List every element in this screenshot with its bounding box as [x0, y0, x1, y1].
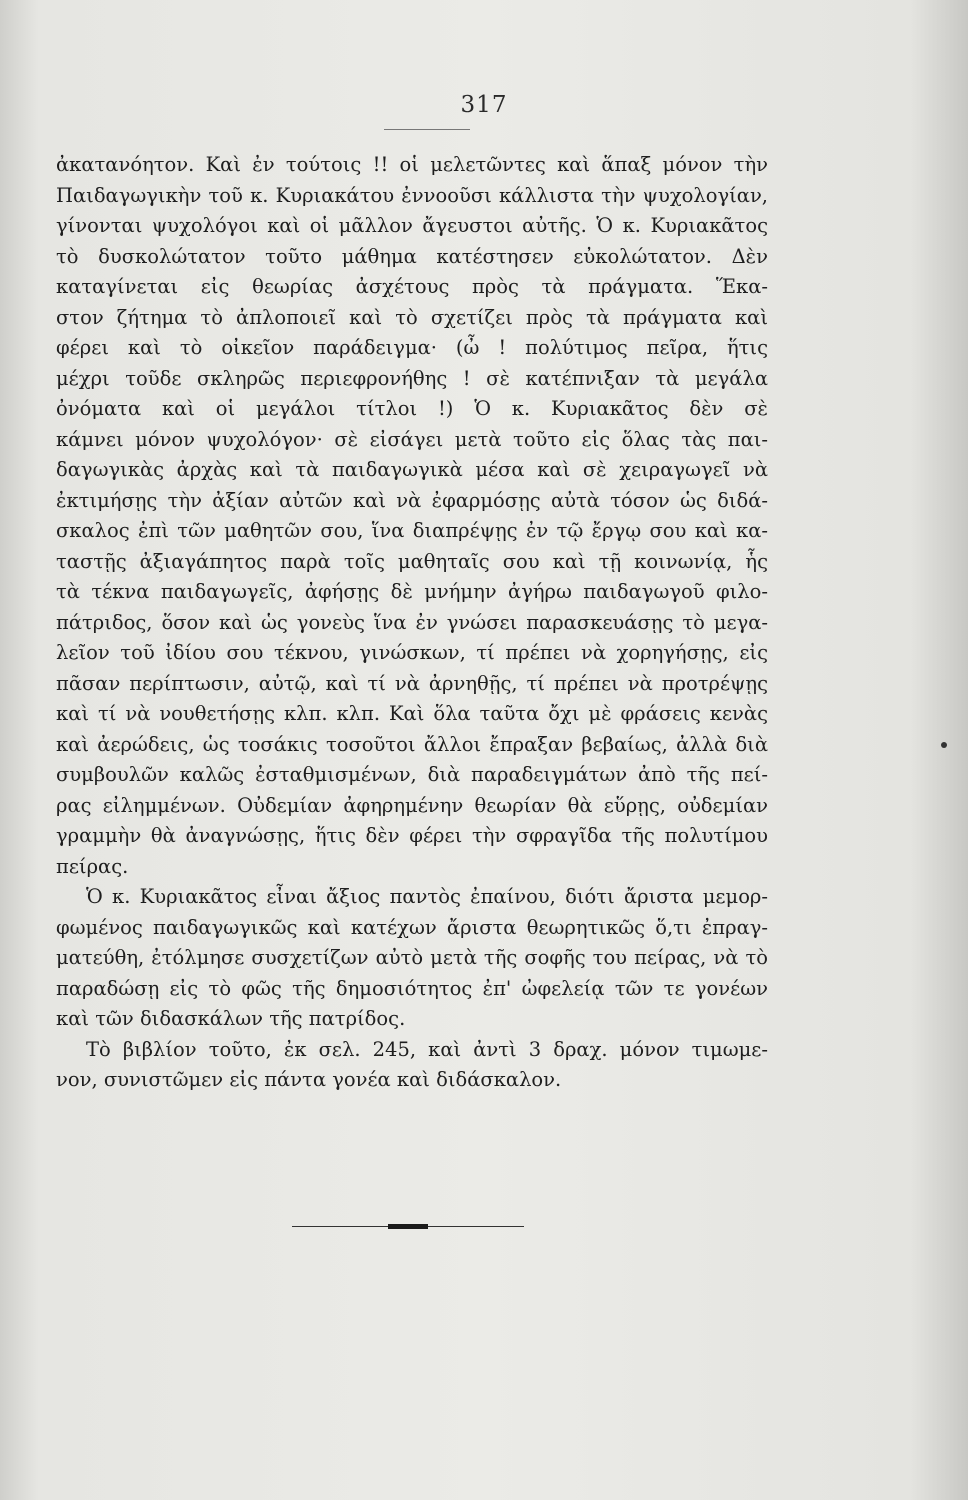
text-line: Παιδαγωγικὴν τοῦ κ. Κυριακάτου ἐννοοῦσι κάλλιστα τὴν ψυχολογίαν,	[56, 183, 768, 207]
text-line: ταστῇς ἀξιαγάπητος παρὰ τοῖς μαθηταῖς σου καὶ τῇ κοινωνίᾳ, ἧς	[56, 549, 768, 573]
text-line: φωμένος παιδαγωγικῶς καὶ κατέχων ἄριστα θεωρητικῶς ὅ,τι ἐπραγ-	[56, 915, 768, 939]
text-line: παραδώσῃ εἰς τὸ φῶς τῆς δημοσιότητος ἐπ' ὠφελείᾳ τῶν τε γονέων	[56, 976, 768, 1000]
text-line: σκαλος ἐπὶ τῶν μαθητῶν σου, ἵνα διαπρέψῃς ἐν τῷ ἔργῳ σου καὶ κα-	[56, 519, 768, 542]
text-line: λεῖον τοῦ ἰδίου σου τέκνου, γινώσκων, τί πρέπει νὰ χορηγήσῃς, εἰς	[56, 641, 768, 664]
text-line: πᾶσαν περίπτωσιν, αὐτῷ, καὶ τί νὰ ἀρνηθῇς, τί πρέπει νὰ προτρέψῃς	[56, 671, 768, 695]
text-line: καὶ τῶν διδασκάλων τῆς πατρίδος.	[56, 1007, 406, 1030]
text-line: καὶ ἀερώδεις, ὡς τοσάκις τοσοῦτοι ἄλλοι ἔπραξαν βεβαίως, ἀλλὰ διὰ	[56, 732, 768, 756]
page-number-rule	[384, 129, 470, 130]
text-line: Ὁ κ. Κυριακᾶτος εἶναι ἄξιος παντὸς ἐπαίνου, διότι ἄριστα μεμορ-	[86, 885, 768, 908]
text-line: ματεύθη, ἐτόλμησε συσχετίζων αὐτὸ μετὰ τῆς σοφῆς του πείρας, νὰ τὸ	[56, 946, 768, 969]
divider-bar	[388, 1224, 428, 1229]
margin-speck	[941, 742, 947, 748]
text-line: στον ζήτημα τὸ ἀπλοποιεῖ καὶ τὸ σχετίζει πρὸς τὰ πράγματα καὶ	[56, 305, 768, 329]
text-line: κάμνει μόνον ψυχολόγον· σὲ εἰσάγει μετὰ τοῦτο εἰς ὅλας τὰς παι-	[56, 427, 768, 451]
text-line: τὸ δυσκολώτατον τοῦτο μάθημα κατέστησεν εὐκολώτατον. Δὲν	[56, 244, 768, 268]
text-line: πάτριδος, ὅσον καὶ ὡς γονεὺς ἵνα ἐν γνώσει παρασκευάσῃς τὸ μεγα-	[56, 610, 768, 634]
text-line: δαγωγικὰς ἀρχὰς καὶ τὰ παιδαγωγικὰ μέσα καὶ σὲ χειραγωγεῖ νὰ	[56, 458, 768, 481]
text-line: μέχρι τοῦδε σκληρῶς περιεφρονήθης ! σὲ κατέπνιξαν τὰ μεγάλα	[56, 366, 768, 390]
text-line: καὶ τί νὰ νουθετήσῃς κλπ. κλπ. Καὶ ὅλα ταῦτα ὄχι μὲ φράσεις κενὰς	[56, 702, 768, 725]
text-line: Τὸ βιβλίον τοῦτο, ἐκ σελ. 245, καὶ ἀντὶ 3 δραχ. μόνον τιμωμε-	[86, 1037, 768, 1061]
text-line: τὰ τέκνα παιδαγωγεῖς, ἀφήσῃς δὲ μνήμην ἀγήρω παιδαγωγοῦ φιλο-	[56, 580, 768, 603]
text-line: φέρει καὶ τὸ οἰκεῖον παράδειγμα· (ὦ ! πολύτιμος πεῖρα, ἥτις	[56, 336, 768, 359]
text-line: γραμμὴν θὰ ἀναγνώσῃς, ἥτις δὲν φέρει τὴν σφραγῖδα τῆς πολυτίμου	[56, 824, 768, 847]
body-text	[56, 150, 768, 1096]
text-line: ἀκατανόητον. Καὶ ἐν τούτοις !! οἱ μελετῶντες καὶ ἅπαξ μόνον τὴν	[56, 153, 768, 176]
text-line: καταγίνεται εἰς θεωρίας ἀσχέτους πρὸς τὰ πράγματα. Ἕκα-	[56, 275, 768, 298]
text-line: γίνονται ψυχολόγοι καὶ οἱ μᾶλλον ἄγευστοι αὐτῆς. Ὁ κ. Κυριακᾶτος	[56, 214, 768, 237]
section-divider	[292, 1223, 524, 1231]
text-line: ἐκτιμήσῃς τὴν ἀξίαν αὐτῶν καὶ νὰ ἐφαρμόσῃς αὐτὰ τόσον ὡς διδά-	[56, 488, 768, 512]
text-line: ρας εἰλημμένων. Οὐδεμίαν ἀφηρημένην θεωρίαν θὰ εὕρῃς, οὐδεμίαν	[56, 793, 768, 817]
text-line: ὀνόματα καὶ οἱ μεγάλοι τίτλοι !) Ὁ κ. Κυριακᾶτος δὲν σὲ	[56, 397, 768, 420]
text-line: νον, συνιστῶμεν εἰς πάντα γονέα καὶ διδάσκαλον.	[56, 1068, 562, 1091]
text-line: πείρας.	[56, 854, 129, 878]
page-number: 317	[460, 92, 508, 118]
text-line: συμβουλῶν καλῶς ἐσταθμισμένων, διὰ παραδειγμάτων ἀπὸ τῆς πεί-	[56, 763, 768, 786]
